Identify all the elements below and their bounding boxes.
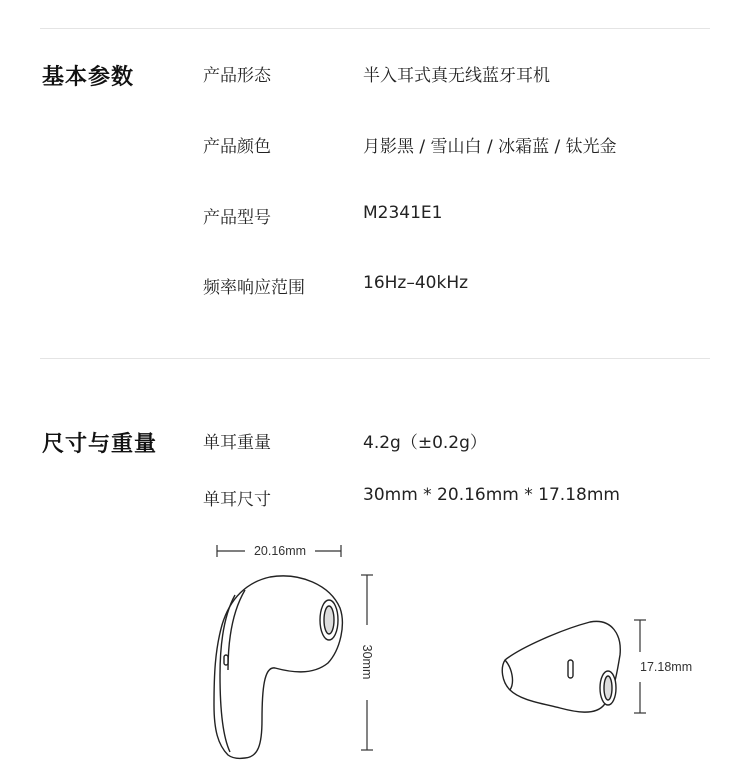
section-title-basic-params: 基本参数 xyxy=(42,65,135,90)
depth-dimension-label: 17.18mm xyxy=(640,660,693,674)
earbud-side-view xyxy=(214,576,342,758)
label-product-model: 产品型号 xyxy=(203,208,271,228)
value-product-color: 月影黑 / 雪山白 / 冰霜蓝 / 钛光金 xyxy=(363,137,617,157)
label-product-color: 产品颜色 xyxy=(203,137,271,157)
label-single-size: 单耳尺寸 xyxy=(203,490,271,510)
label-frequency-response: 频率响应范围 xyxy=(203,278,305,298)
value-frequency-response: 16Hz–40kHz xyxy=(363,273,469,293)
label-single-weight: 单耳重量 xyxy=(203,433,271,453)
value-single-size: 30mm * 20.16mm * 17.18mm xyxy=(363,485,620,505)
label-product-form: 产品形态 xyxy=(203,66,271,86)
width-dimension-label: 20.16mm xyxy=(253,544,307,558)
earbud-front-view xyxy=(502,621,620,712)
value-product-form: 半入耳式真无线蓝牙耳机 xyxy=(363,66,550,86)
section-title-size-weight: 尺寸与重量 xyxy=(42,432,158,457)
value-single-weight: 4.2g（±0.2g） xyxy=(363,433,487,453)
height-dimension-label: 30mm xyxy=(360,644,374,680)
value-product-model: M2341E1 xyxy=(363,203,443,223)
